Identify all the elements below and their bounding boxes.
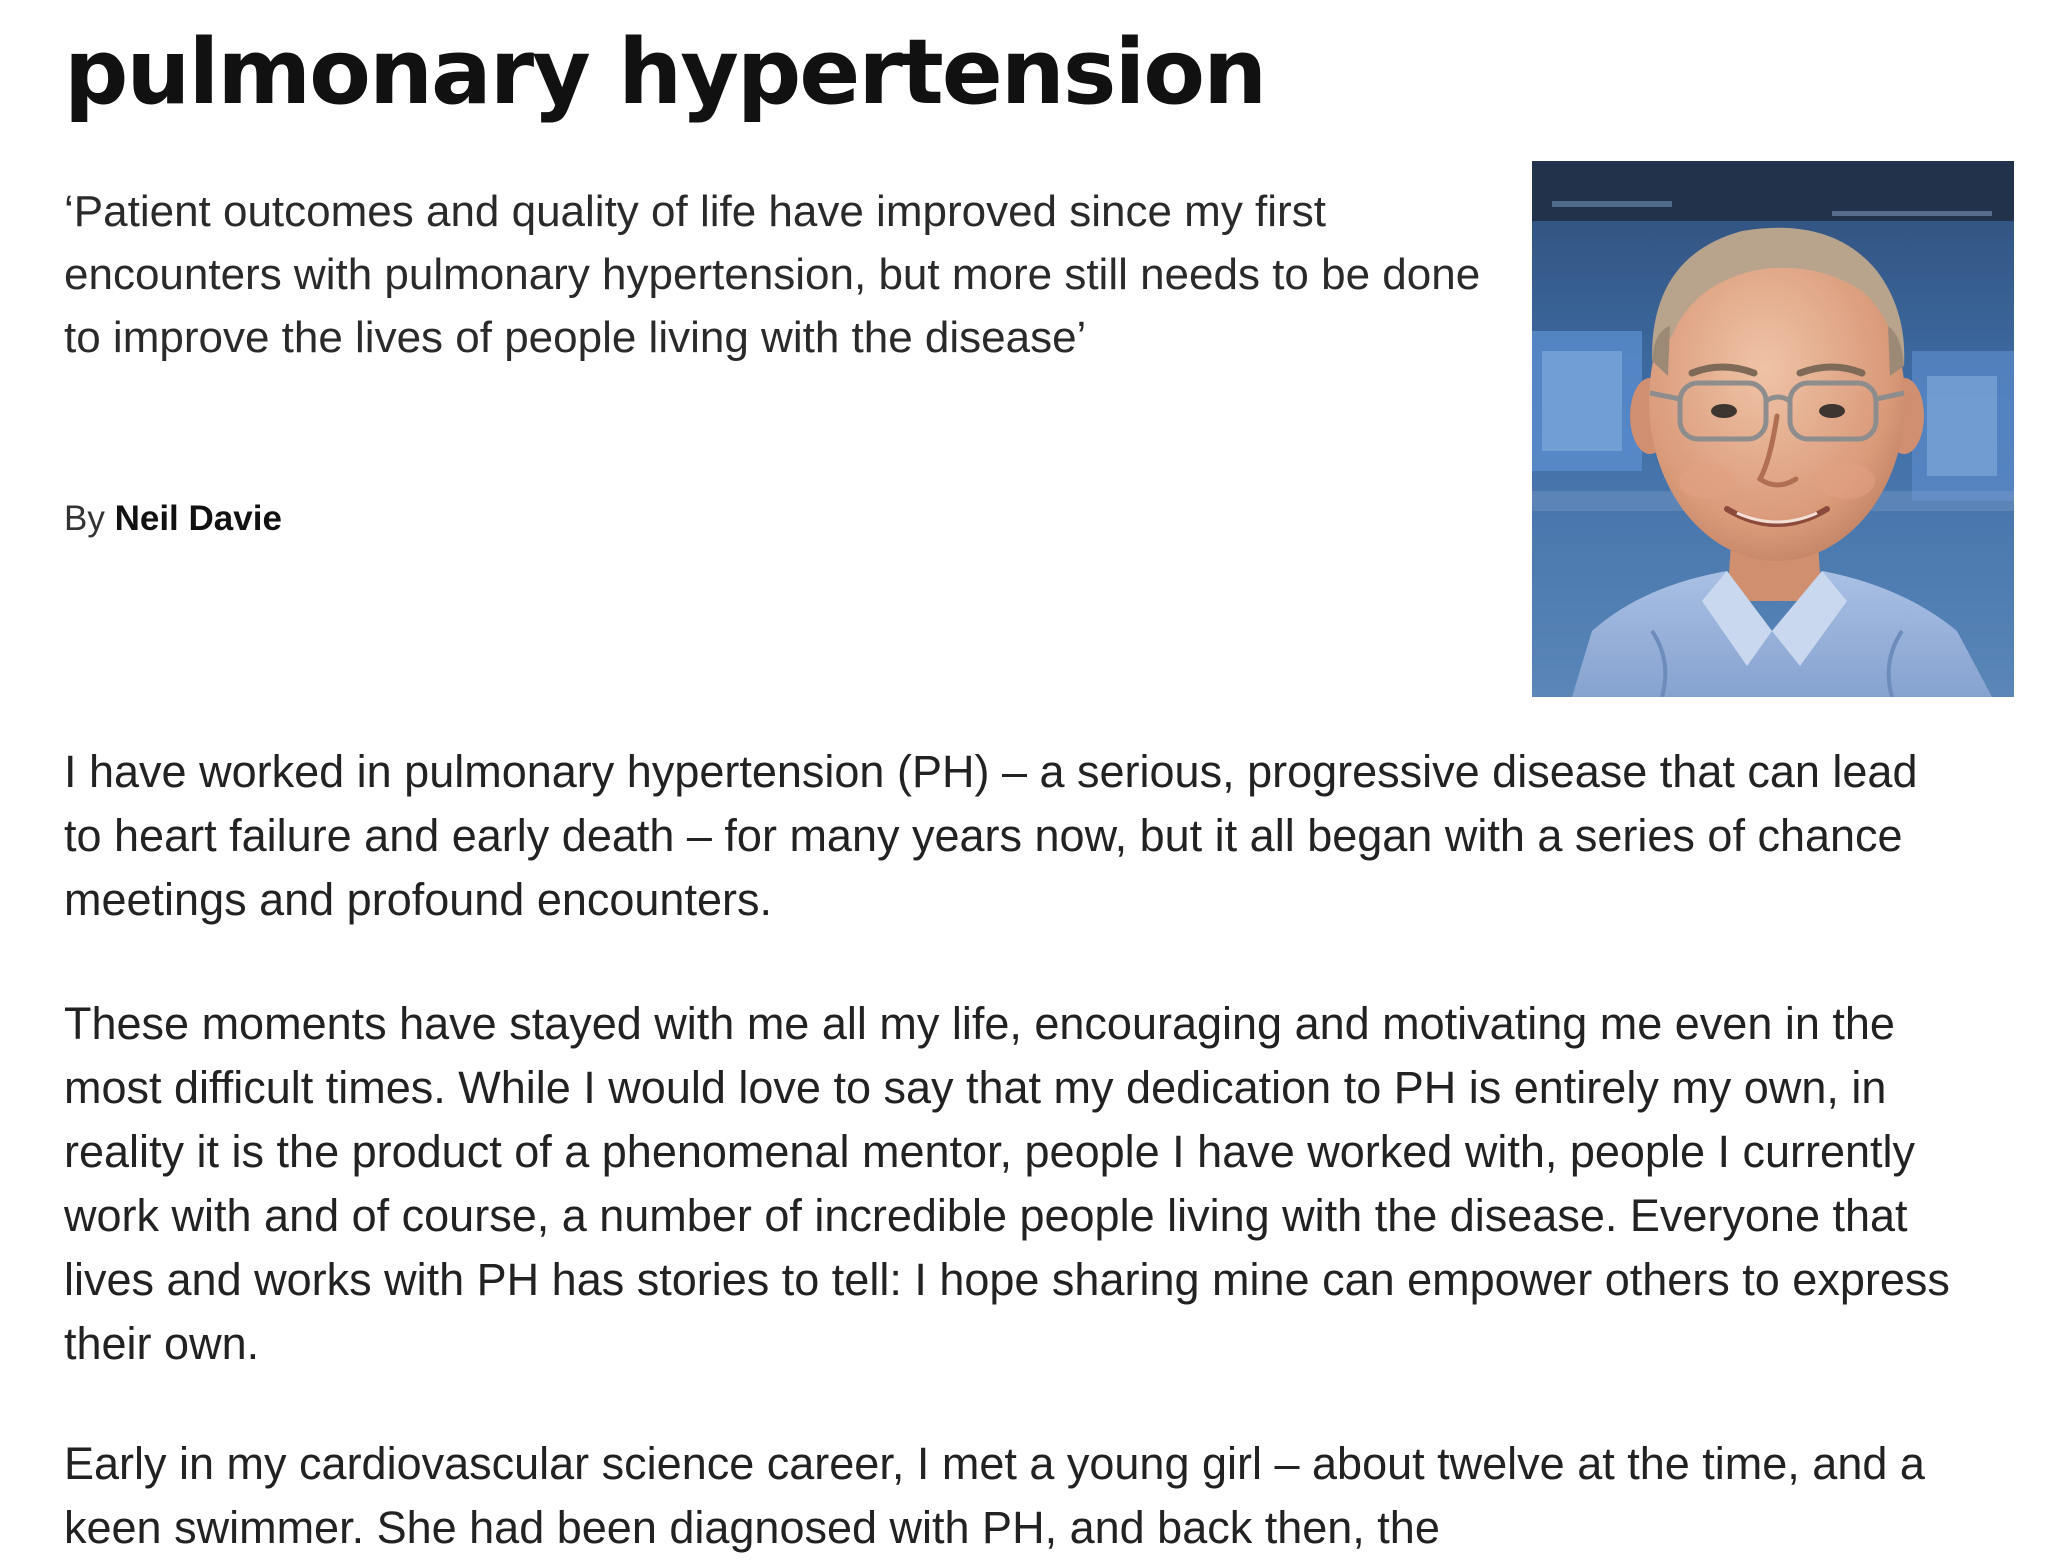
article-title: pulmonary hypertension bbox=[64, 20, 1266, 125]
author-name-link[interactable]: Neil Davie bbox=[114, 499, 282, 538]
body-paragraph: These moments have stayed with me all my life, encouraging and motivating me even in the most difficult times. While I would love to say that my dedication to PH is entirely my own, in reality it is the product of a phenomenal mentor, people I have worked with, people I currently work with and of course, a number of incredible people living with the disease. Everyone that lives and works with PH has stories to tell: I hope sharing mine can empower others to express their own. bbox=[64, 998, 1950, 1369]
body-paragraph: I have worked in pulmonary hypertension (PH) – a serious, progressive disease that can lead to heart failure and early death – for many years now, but it all began with a series of chance meetings and profound encounters. bbox=[64, 746, 1918, 925]
author-photo bbox=[1532, 161, 2014, 697]
author-portrait-icon bbox=[1532, 161, 2014, 697]
article-standfirst: ‘Patient outcomes and quality of life have improved since my first encounters with pulmonary hypertension, but more still needs to be done to improve the lives of people living with the disease’ bbox=[64, 187, 1481, 362]
byline-prefix: By bbox=[64, 499, 105, 538]
byline bbox=[64, 494, 282, 544]
body-paragraph: Early in my cardiovascular science career, I met a young girl – about twelve at the time, and a keen swimmer. She had been diagnosed with PH, and back then, the bbox=[64, 1438, 1925, 1553]
